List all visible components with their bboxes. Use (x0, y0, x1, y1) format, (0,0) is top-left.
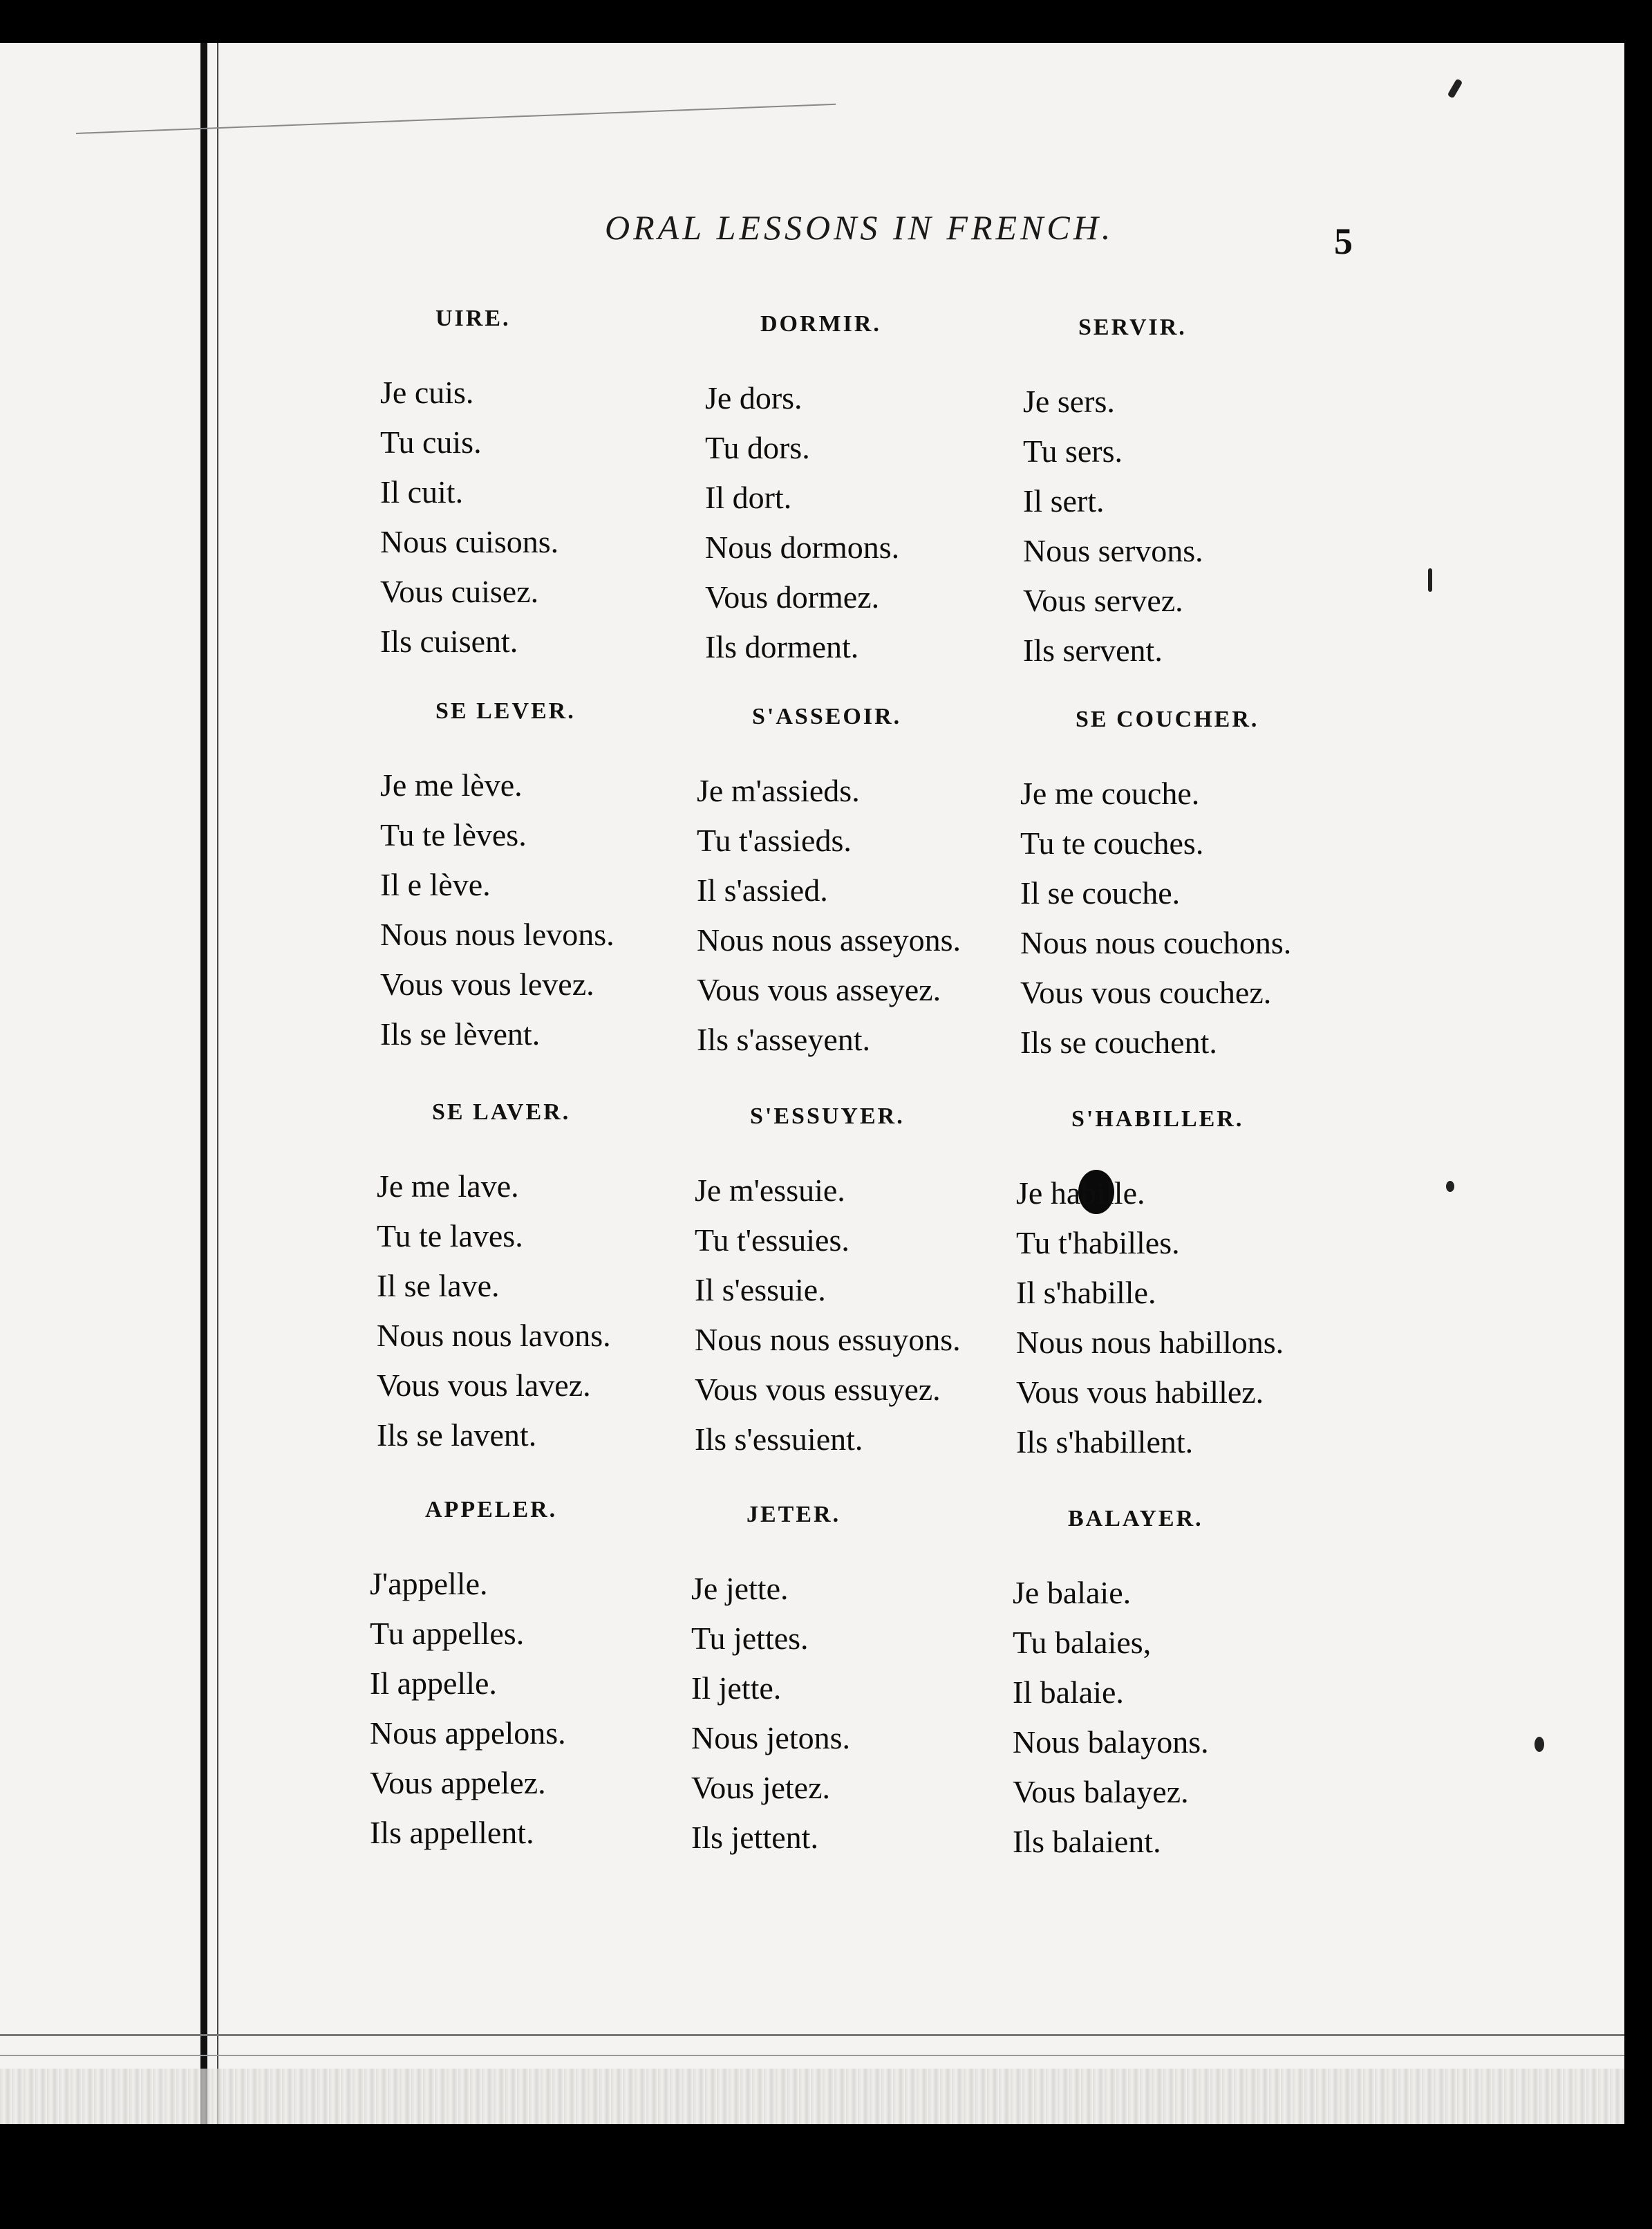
verb-block-se-laver (377, 1099, 611, 1460)
verb-title: JETER. (747, 1502, 841, 1527)
conjugation-line: Ils s'asseyent. (697, 1022, 871, 1057)
conjugation-line: Il se couche. (1020, 875, 1181, 911)
ink-speck (1428, 568, 1432, 592)
conjugation-line: Ils se couchent. (1020, 1025, 1217, 1060)
conjugation-line: Tu te laves. (377, 1218, 523, 1253)
verb-title: S'HABILLER. (1071, 1106, 1244, 1132)
conjugation-line: Il jette. (691, 1670, 782, 1706)
conjugation-line: Vous dormez. (705, 579, 880, 615)
conjugation-line: Je me lave. (377, 1168, 519, 1204)
conjugation-line: Ils s'essuient. (695, 1421, 863, 1457)
conjugation-line: Je me couche. (1020, 776, 1200, 811)
conjugation-line: Je m'assieds. (697, 773, 860, 808)
conjugation-line: Vous vous levez. (380, 967, 594, 1002)
conjugation-line: Je cuis. (380, 375, 474, 410)
conjugation-line: Tu appelles. (370, 1616, 525, 1651)
verb-title: DORMIR. (760, 311, 881, 337)
conjugation-line: Ils balaient. (1013, 1824, 1161, 1859)
ink-speck (1447, 78, 1463, 98)
conjugation-line: Vous vous lavez. (377, 1368, 591, 1403)
conjugation-line: Nous dormons. (705, 530, 900, 565)
page-bottom-rule (0, 2034, 1624, 2036)
conjugation-line: Nous appelons. (370, 1715, 566, 1751)
conjugation-line: Ils cuisent. (380, 624, 518, 659)
verb-block-servir (1023, 315, 1203, 675)
conjugation-line: Il s'habille. (1016, 1275, 1156, 1310)
conjugation-line: Je m'essuie. (695, 1173, 845, 1208)
conjugation-line: Tu te couches. (1020, 826, 1204, 861)
verb-block-s-essuyer (695, 1103, 961, 1464)
verb-title: BALAYER. (1068, 1506, 1203, 1531)
verb-block-se-coucher (1020, 707, 1291, 1067)
conjugation-line: Tu jettes. (691, 1621, 809, 1656)
conjugation-line: Ils se lèvent. (380, 1016, 541, 1052)
verb-title: SE COUCHER. (1076, 707, 1259, 732)
conjugation-line: Il s'essuie. (695, 1272, 826, 1307)
conjugation-line: Il s'assied. (697, 873, 828, 908)
conjugation-line: Vous jetez. (691, 1770, 831, 1805)
verb-title: SE LEVER. (435, 698, 576, 724)
conjugation-line: Je dors. (705, 380, 802, 416)
conjugation-line: J'appelle. (370, 1566, 488, 1601)
conjugation-line: Il dort. (705, 480, 792, 515)
verb-title: S'ESSUYER. (750, 1103, 905, 1129)
verb-block-se-lever (380, 698, 614, 1059)
verb-block-appeler (370, 1497, 566, 1858)
conjugation-line: Je sers. (1023, 384, 1115, 419)
conjugation-line: Je jette. (691, 1571, 789, 1606)
ink-speck (1534, 1737, 1544, 1752)
conjugation-line: Ils s'habillent. (1016, 1424, 1194, 1459)
conjugation-line: Ils servent. (1023, 633, 1163, 668)
verb-block-cuire (380, 306, 559, 666)
conjugation-line: Nous nous habillons. (1016, 1325, 1284, 1360)
conjugation-line: Vous vous couchez. (1020, 975, 1272, 1010)
conjugation-line: Nous nous asseyons. (697, 922, 961, 958)
verb-title: SE LAVER. (432, 1099, 571, 1125)
conjugation-line: Je me lève. (380, 767, 523, 803)
conjugation-line: Vous cuisez. (380, 574, 539, 609)
conjugation-line: Il cuit. (380, 474, 464, 510)
verb-block-dormir (705, 311, 899, 672)
conjugation-line: Tu t'essuies. (695, 1222, 850, 1258)
conjugation-line: Je habille. (1016, 1175, 1145, 1211)
conjugation-line: Nous servons. (1023, 533, 1203, 568)
conjugation-line: Il sert. (1023, 483, 1105, 519)
page-bottom-rule-secondary (0, 2055, 1624, 2056)
conjugation-line: Vous vous asseyez. (697, 972, 941, 1007)
verb-block-jeter (691, 1502, 850, 1863)
conjugation-line: Ils appellent. (370, 1815, 534, 1850)
binding-spine (200, 43, 207, 2124)
conjugation-line: Je balaie. (1013, 1575, 1132, 1610)
conjugation-line: Ils se lavent. (377, 1417, 537, 1453)
conjugation-line: Ils dorment. (705, 629, 859, 664)
page-bottom-texture (0, 2069, 1624, 2124)
conjugation-line: Il appelle. (370, 1666, 497, 1701)
conjugation-line: Tu dors. (705, 430, 810, 465)
conjugation-line: Il se lave. (377, 1268, 500, 1303)
conjugation-line: Nous nous lavons. (377, 1318, 611, 1353)
conjugation-line: Vous servez. (1023, 583, 1183, 618)
page-number: 5 (1334, 221, 1353, 262)
verb-title: S'ASSEOIR. (752, 704, 902, 729)
verb-title: UIRE. (435, 306, 511, 331)
conjugation-line: Nous cuisons. (380, 524, 559, 559)
verb-block-balayer (1013, 1506, 1209, 1867)
conjugation-line: Tu sers. (1023, 433, 1123, 469)
conjugation-line: Vous vous essuyez. (695, 1372, 941, 1407)
conjugation-line: Nous balayons. (1013, 1724, 1209, 1760)
conjugation-line: Tu balaies, (1013, 1625, 1152, 1660)
conjugation-line: Tu t'assieds. (697, 823, 852, 858)
verb-title: APPELER. (425, 1497, 558, 1522)
conjugation-line: Ils jettent. (691, 1820, 818, 1855)
ink-speck (1446, 1181, 1454, 1192)
conjugation-line: Vous balayez. (1013, 1774, 1189, 1809)
verb-block-s-habiller (1016, 1106, 1284, 1467)
conjugation-line: Il balaie. (1013, 1675, 1124, 1710)
verb-title: SERVIR. (1078, 315, 1187, 340)
running-head: ORAL LESSONS IN FRENCH. (605, 208, 1114, 247)
conjugation-line: Tu te lèves. (380, 817, 527, 852)
conjugation-line: Il e lève. (380, 867, 491, 902)
conjugation-line: Tu t'habilles. (1016, 1225, 1180, 1260)
conjugation-line: Tu cuis. (380, 425, 482, 460)
conjugation-line: Nous nous essuyons. (695, 1322, 961, 1357)
conjugation-line: Vous appelez. (370, 1765, 546, 1800)
conjugation-line: Nous nous couchons. (1020, 925, 1292, 960)
scan-scratch (76, 104, 836, 134)
verb-block-s-asseoir (697, 704, 961, 1065)
conjugation-line: Vous vous habillez. (1016, 1374, 1264, 1410)
conjugation-line: Nous jetons. (691, 1720, 850, 1755)
conjugation-line: Nous nous levons. (380, 917, 614, 952)
binding-edge (217, 43, 218, 2124)
